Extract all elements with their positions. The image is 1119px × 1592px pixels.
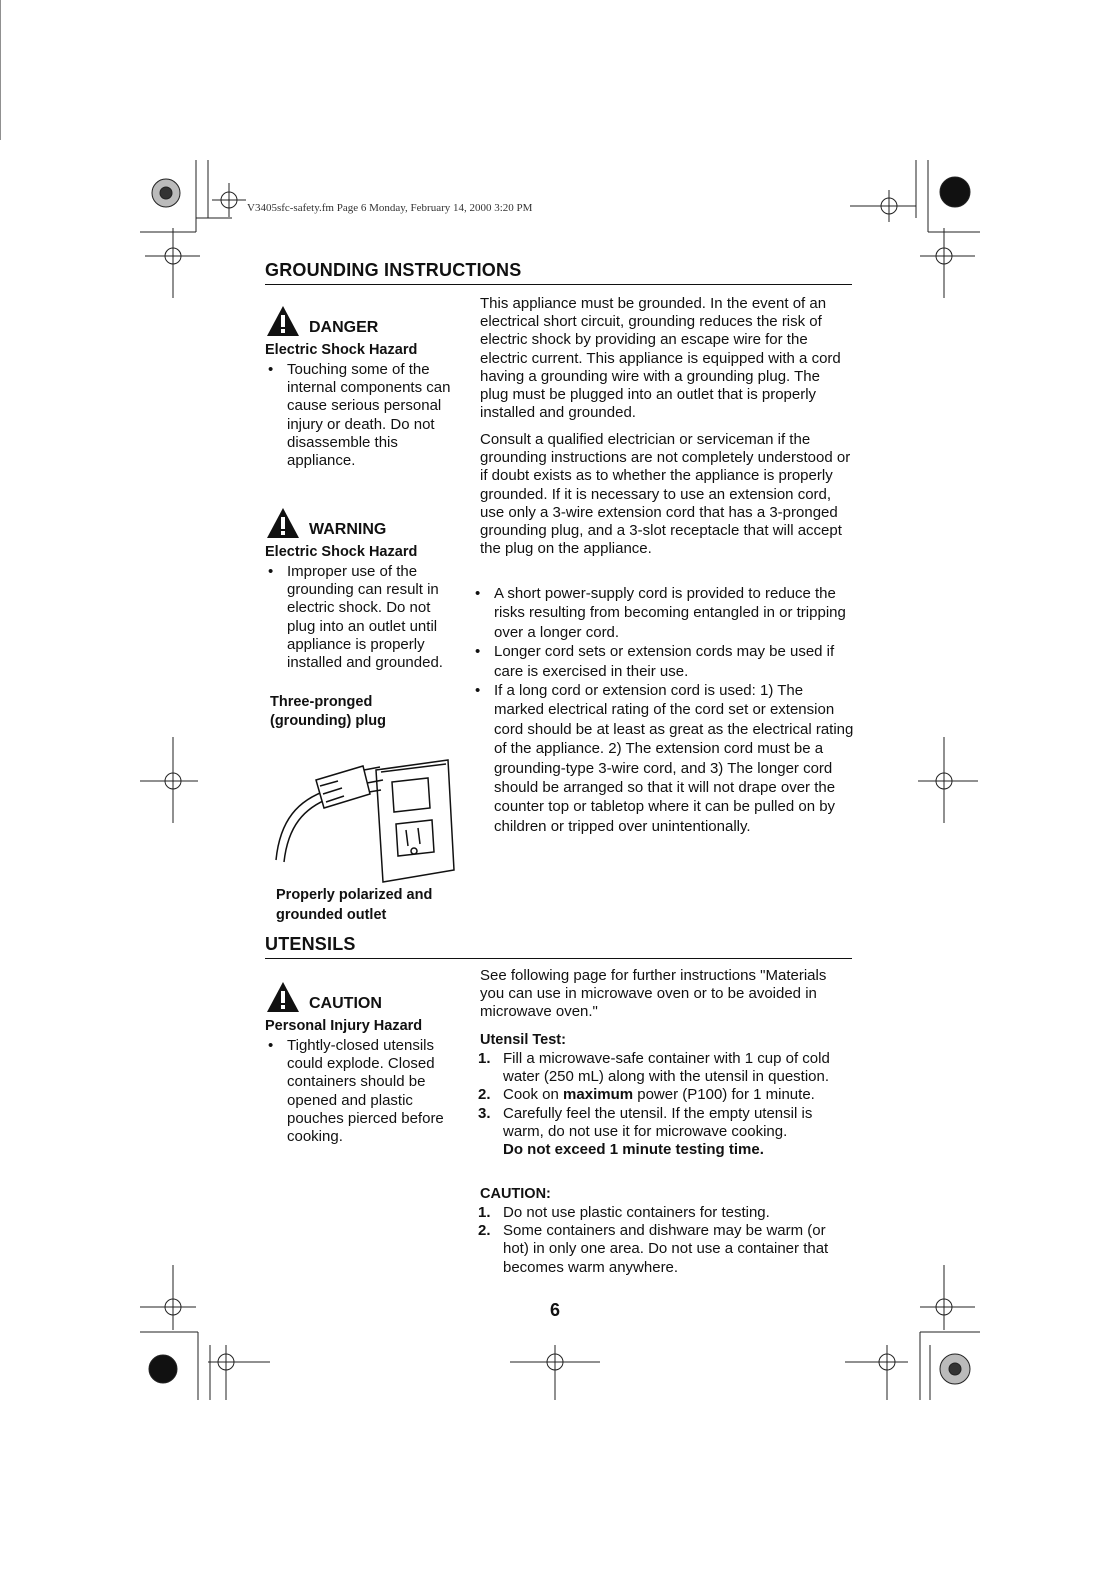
caution-list-heading: CAUTION: [480,1186,551,1202]
caution-heading: CAUTION [265,980,465,1014]
utensils-rule [265,958,852,959]
grounding-bullet-1: • A short power-supply cord is provided to reduce the risks resulting from becoming entangled in or tripping over a longer cord. [472,584,854,642]
danger-heading: DANGER [265,304,465,338]
warning-heading: WARNING [265,506,465,540]
warning-bullet: • Improper use of the grounding can result in electric shock. Do not plug into an outlet until appliance is properly installed and grounded. [265,563,459,672]
utensils-intro: See following page for further instructions "Materials you can use in microwave oven or to be avoided in microwave oven." [480,967,827,1021]
warning-bullets [265,563,465,672]
caution-block [265,980,465,1146]
warning-block [265,506,465,672]
file-info-header: V3405sfc-safety.fm Page 6 Monday, February 14, 2000 3:20 PM [247,202,533,214]
grounding-paragraph-2: Consult a qualified electrician or serviceman if the grounding instructions are not completely understood or if doubt exists as to whether the appliance is properly grounded. If it is necessary to use an extension cord, use only a 3-wire extension cord that has a 3-pronged grounding plug, and a 3-slot receptacle that will accept the plug on the appliance. [480,431,851,558]
figure-label-outlet: Properly polarized and grounded outlet [276,887,433,923]
grounding-paragraph-1: This appliance must be grounded. In the event of an electrical short circuit, grounding reduces the risk of electric shock by providing an escape wire for the electric current. This appliance is equipped with a cord having a grounding wire with a grounding plug. The plug must be plugged into an outlet that is properly installed and grounded. [480,295,841,422]
warning-subheading: Electric Shock Hazard [265,544,418,560]
caution-list [478,1204,852,1277]
grounding-bullets [472,584,854,836]
utensil-test-step-2: 2. Cook on maximum power (P100) for 1 minute. [478,1086,815,1104]
figure-label-plug: Three-pronged (grounding) plug [270,694,386,729]
utensil-test-steps [478,1050,852,1159]
utensil-test-heading: Utensil Test: [480,1032,566,1048]
grounding-rule [265,284,852,285]
danger-block [265,304,465,470]
danger-bullets [265,361,465,470]
warning-triangle-icon [265,980,301,1014]
caution-item-1: 1. Do not use plastic containers for testing. [478,1204,770,1221]
warning-triangle-icon [265,506,301,540]
caution-bullets [265,1037,465,1146]
utensil-test-step-1: 1. Fill a microwave-safe container with 1 cup of cold water (250 mL) along with the utensil in question. [478,1050,830,1086]
plug-outlet-illustration [268,750,468,890]
danger-subheading: Electric Shock Hazard [265,342,418,358]
caution-bullet: • Tightly-closed utensils could explode. Closed containers should be opened and plastic pouches pierced before cooking. [265,1037,457,1146]
page-number: 6 [550,1300,561,1320]
grounding-bullet-2: • Longer cord sets or extension cords may be used if care is exercised in their use. [472,642,854,681]
caution-item-2: 2. Some containers and dishware may be warm (or hot) in only one area. Do not use a container that becomes warm anywhere. [478,1222,829,1276]
utensil-test-step-3: 3. Carefully feel the utensil. If the empty utensil is warm, do not use it for microwave cooking. Do not exceed 1 minute testing time. [478,1104,813,1159]
grounding-bullet-3: • If a long cord or extension cord is used: 1) The marked electrical rating of the cord set or extension cord should be at least as great as the electrical rating of the appliance. 2) The extension cord must be a grounding-type 3-wire cord, and 3) The longer cord should be arranged so that it will not drape over the counter top or tabletop where it can be pulled on by children or tripped over unintentionally. [472,681,854,836]
danger-bullet: • Touching some of the internal components can cause serious personal injury or death. Do not disassemble this appliance. [265,361,457,470]
caution-subheading: Personal Injury Hazard [265,1018,423,1034]
warning-triangle-icon [265,304,301,338]
utensils-section-title: UTENSILS [265,934,356,954]
grounding-section-title: GROUNDING INSTRUCTIONS [265,260,522,280]
